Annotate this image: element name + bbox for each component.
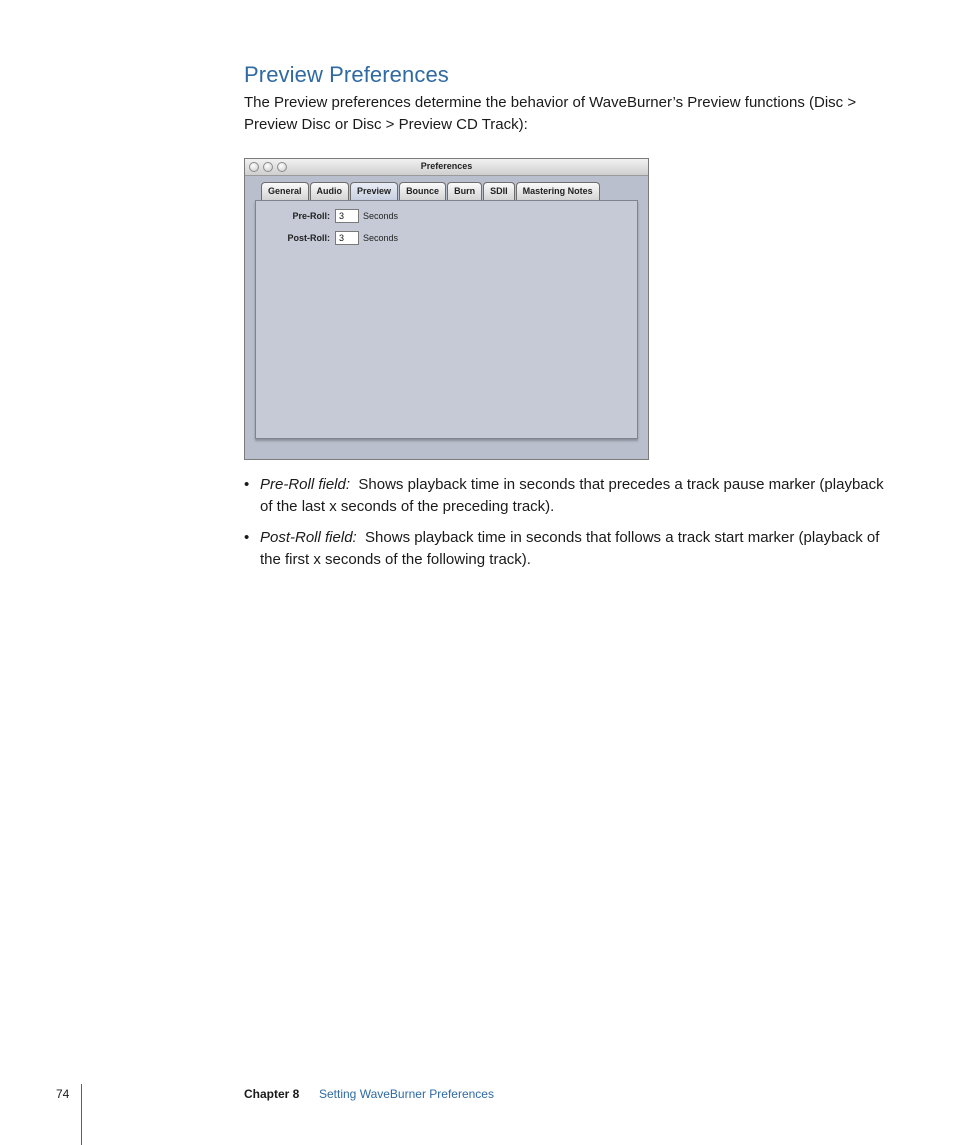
bullet-text: Shows playback time in seconds that precedes a track pause marker (playback of the last x seconds of the preceding track). [260, 476, 884, 515]
pre-roll-input[interactable]: 3 [335, 209, 359, 223]
pre-roll-unit: Seconds [363, 211, 399, 221]
tab-preview[interactable]: Preview [350, 182, 398, 200]
intro-paragraph: The Preview preferences determine the behavior of WaveBurner’s Preview functions (Disc > Preview Disc or Disc > Preview CD Track): [244, 94, 857, 133]
preview-settings-panel [255, 200, 638, 439]
bullet-term: Post-Roll field: [260, 529, 357, 546]
preferences-window-screenshot [244, 158, 649, 460]
pre-roll-label: Pre-Roll: [292, 211, 330, 221]
page-number: 74 [56, 1087, 70, 1101]
preferences-tabs [261, 182, 601, 200]
list-item [244, 527, 884, 571]
tab-audio[interactable]: Audio [310, 182, 350, 200]
window-titlebar [245, 159, 648, 176]
post-roll-row [266, 231, 398, 245]
post-roll-unit: Seconds [363, 233, 399, 243]
tab-mastering-notes[interactable]: Mastering Notes [516, 182, 600, 200]
footer-divider [81, 1084, 82, 1145]
bullet-term: Pre-Roll field: [260, 476, 351, 493]
bullet-glyph: • [244, 476, 250, 493]
tab-burn[interactable]: Burn [447, 182, 482, 200]
section-heading: Preview Preferences [244, 62, 449, 87]
list-item [244, 474, 884, 518]
pre-roll-row [266, 209, 398, 223]
post-roll-label: Post-Roll: [287, 233, 330, 243]
chapter-label: Chapter 8 [244, 1087, 300, 1101]
tab-sdii[interactable]: SDII [483, 182, 515, 200]
tab-bounce[interactable]: Bounce [399, 182, 446, 200]
bullet-glyph: • [244, 529, 250, 546]
tab-general[interactable]: General [261, 182, 309, 200]
bullet-text: Shows playback time in seconds that follows a track start marker (playback of the first x seconds of the following track). [260, 529, 880, 568]
chapter-title: Setting WaveBurner Preferences [319, 1087, 494, 1101]
window-title: Preferences [420, 161, 473, 171]
field-descriptions [244, 474, 884, 580]
post-roll-input[interactable]: 3 [335, 231, 359, 245]
